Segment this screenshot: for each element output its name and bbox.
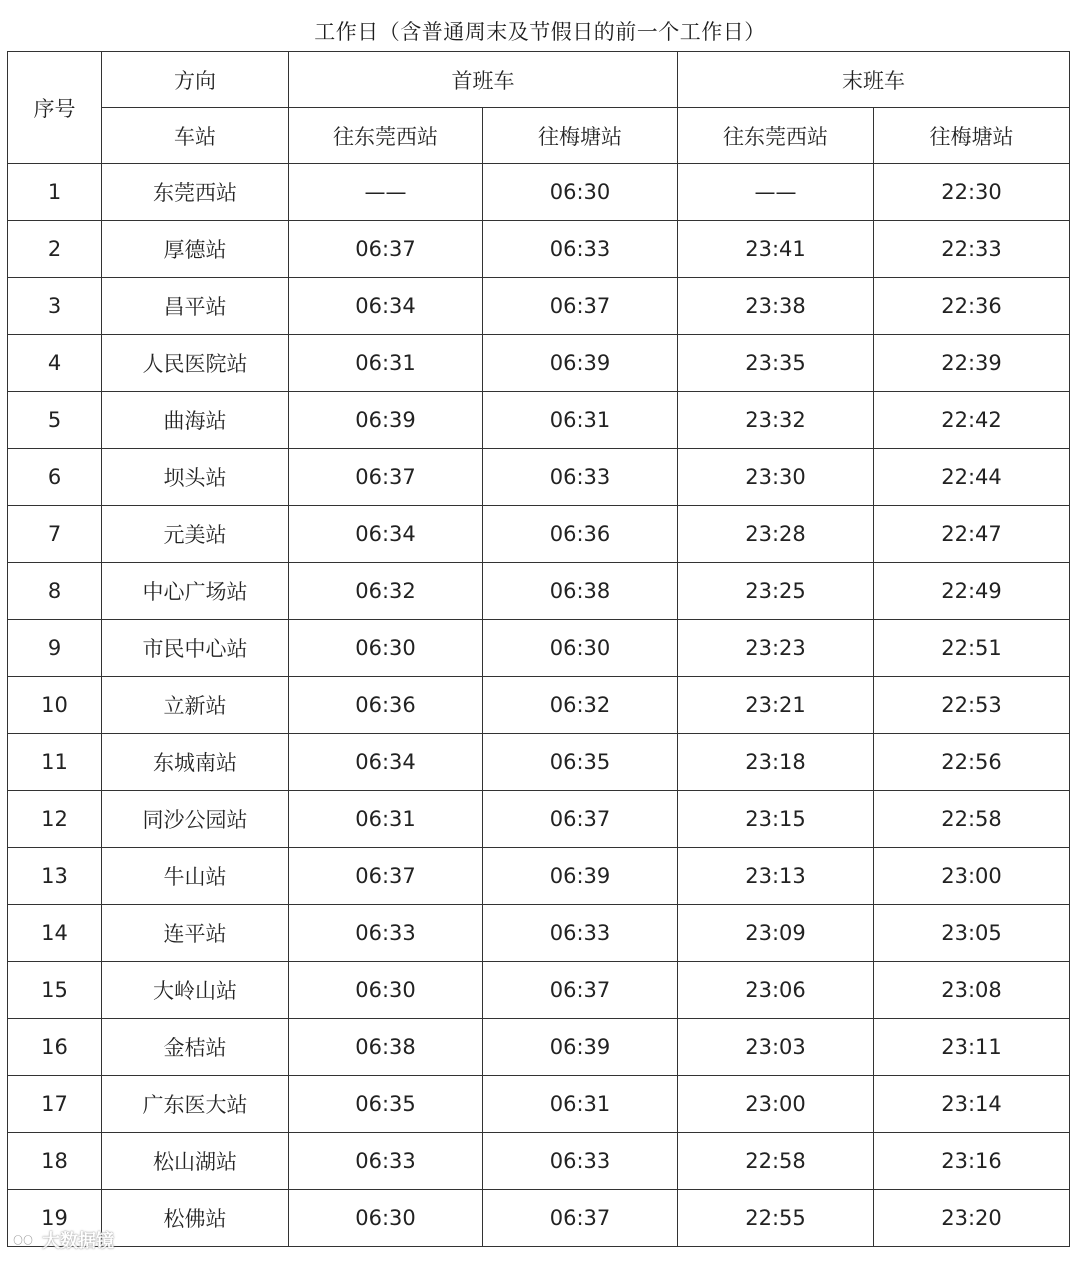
watermark [8, 1227, 114, 1253]
station-name-cell: 曲海站 [102, 392, 289, 449]
station-name-cell: 松山湖站 [102, 1133, 289, 1190]
first-to-meitang-cell: 06:31 [483, 392, 678, 449]
last-to-meitang-cell: 23:20 [874, 1190, 1070, 1247]
station-name-cell: 元美站 [102, 506, 289, 563]
table-row [8, 506, 1070, 563]
row-number-cell: 16 [8, 1019, 102, 1076]
table-row [8, 221, 1070, 278]
first-to-dongguan-west-cell: 06:33 [289, 1133, 483, 1190]
station-name-cell: 厚德站 [102, 221, 289, 278]
last-to-meitang-cell: 22:51 [874, 620, 1070, 677]
header-last-train: 末班车 [678, 52, 1070, 108]
last-to-meitang-cell: 22:44 [874, 449, 1070, 506]
row-number-cell: 9 [8, 620, 102, 677]
first-to-dongguan-west-cell: 06:33 [289, 905, 483, 962]
header-seq: 序号 [8, 52, 102, 164]
station-name-cell: 中心广场站 [102, 563, 289, 620]
first-to-dongguan-west-cell: 06:37 [289, 449, 483, 506]
station-name-cell: 坝头站 [102, 449, 289, 506]
row-number-cell: 17 [8, 1076, 102, 1133]
first-to-dongguan-west-cell: 06:30 [289, 962, 483, 1019]
first-to-dongguan-west-cell: 06:36 [289, 677, 483, 734]
first-to-meitang-cell: 06:37 [483, 791, 678, 848]
first-to-meitang-cell: 06:39 [483, 848, 678, 905]
last-to-meitang-cell: 23:05 [874, 905, 1070, 962]
last-to-dongguan-west-cell: 23:41 [678, 221, 874, 278]
table-row [8, 1076, 1070, 1133]
first-to-meitang-cell: 06:36 [483, 506, 678, 563]
table-row [8, 1133, 1070, 1190]
row-number-cell: 6 [8, 449, 102, 506]
last-to-dongguan-west-cell: 23:28 [678, 506, 874, 563]
first-to-meitang-cell: 06:30 [483, 164, 678, 221]
first-to-meitang-cell: 06:38 [483, 563, 678, 620]
last-to-meitang-cell: 22:36 [874, 278, 1070, 335]
header-row-2 [8, 108, 1070, 164]
table-row [8, 335, 1070, 392]
row-number-cell: 19 [8, 1190, 102, 1247]
row-number-cell: 2 [8, 221, 102, 278]
first-to-dongguan-west-cell: 06:31 [289, 791, 483, 848]
last-to-meitang-cell: 22:58 [874, 791, 1070, 848]
last-to-meitang-cell: 22:42 [874, 392, 1070, 449]
last-to-dongguan-west-cell: 23:25 [678, 563, 874, 620]
table-row [8, 677, 1070, 734]
last-to-dongguan-west-cell: 23:21 [678, 677, 874, 734]
last-to-dongguan-west-cell: 23:32 [678, 392, 874, 449]
last-to-dongguan-west-cell: 23:09 [678, 905, 874, 962]
first-to-dongguan-west-cell: 06:34 [289, 278, 483, 335]
row-number-cell: 4 [8, 335, 102, 392]
row-number-cell: 3 [8, 278, 102, 335]
last-to-meitang-cell: 23:14 [874, 1076, 1070, 1133]
first-to-meitang-cell: 06:33 [483, 1133, 678, 1190]
table-row [8, 563, 1070, 620]
first-to-dongguan-west-cell: 06:37 [289, 221, 483, 278]
last-to-meitang-cell: 22:56 [874, 734, 1070, 791]
station-name-cell: 大岭山站 [102, 962, 289, 1019]
last-to-meitang-cell: 22:33 [874, 221, 1070, 278]
row-number-cell: 12 [8, 791, 102, 848]
header-row-1 [8, 52, 1070, 108]
header-first-to-meitang: 往梅塘站 [483, 108, 678, 164]
timetable [7, 51, 1070, 1247]
table-row [8, 620, 1070, 677]
table-row [8, 791, 1070, 848]
last-to-meitang-cell: 23:00 [874, 848, 1070, 905]
page-bottom-edge [0, 1254, 1080, 1264]
last-to-dongguan-west-cell: 23:30 [678, 449, 874, 506]
last-to-dongguan-west-cell: 23:15 [678, 791, 874, 848]
last-to-dongguan-west-cell: 23:06 [678, 962, 874, 1019]
first-to-dongguan-west-cell: 06:30 [289, 1190, 483, 1247]
first-to-meitang-cell: 06:33 [483, 221, 678, 278]
last-to-dongguan-west-cell: —— [678, 164, 874, 221]
last-to-dongguan-west-cell: 23:18 [678, 734, 874, 791]
first-to-dongguan-west-cell: 06:32 [289, 563, 483, 620]
last-to-dongguan-west-cell: 22:55 [678, 1190, 874, 1247]
last-to-dongguan-west-cell: 23:35 [678, 335, 874, 392]
station-name-cell: 立新站 [102, 677, 289, 734]
station-name-cell: 同沙公园站 [102, 791, 289, 848]
row-number-cell: 14 [8, 905, 102, 962]
first-to-dongguan-west-cell: 06:35 [289, 1076, 483, 1133]
first-to-meitang-cell: 06:39 [483, 335, 678, 392]
first-to-meitang-cell: 06:33 [483, 449, 678, 506]
table-row [8, 848, 1070, 905]
row-number-cell: 8 [8, 563, 102, 620]
table-row [8, 449, 1070, 506]
last-to-dongguan-west-cell: 22:58 [678, 1133, 874, 1190]
table-row [8, 962, 1070, 1019]
header-last-to-dongguan-west: 往东莞西站 [678, 108, 874, 164]
row-number-cell: 5 [8, 392, 102, 449]
last-to-meitang-cell: 23:16 [874, 1133, 1070, 1190]
last-to-dongguan-west-cell: 23:03 [678, 1019, 874, 1076]
watermark-logo-icon [8, 1231, 38, 1249]
row-number-cell: 1 [8, 164, 102, 221]
first-to-meitang-cell: 06:37 [483, 962, 678, 1019]
table-row [8, 164, 1070, 221]
table-row [8, 1019, 1070, 1076]
table-row [8, 734, 1070, 791]
station-name-cell: 昌平站 [102, 278, 289, 335]
first-to-dongguan-west-cell: 06:37 [289, 848, 483, 905]
first-to-meitang-cell: 06:37 [483, 278, 678, 335]
last-to-dongguan-west-cell: 23:00 [678, 1076, 874, 1133]
last-to-meitang-cell: 22:39 [874, 335, 1070, 392]
last-to-meitang-cell: 23:08 [874, 962, 1070, 1019]
header-station: 车站 [102, 108, 289, 164]
table-row [8, 392, 1070, 449]
table-row [8, 278, 1070, 335]
last-to-meitang-cell: 22:30 [874, 164, 1070, 221]
first-to-meitang-cell: 06:30 [483, 620, 678, 677]
watermark-text: 大数据镜 [42, 1231, 114, 1252]
last-to-meitang-cell: 22:47 [874, 506, 1070, 563]
first-to-dongguan-west-cell: 06:31 [289, 335, 483, 392]
station-name-cell: 连平站 [102, 905, 289, 962]
station-name-cell: 牛山站 [102, 848, 289, 905]
first-to-meitang-cell: 06:35 [483, 734, 678, 791]
station-name-cell: 市民中心站 [102, 620, 289, 677]
station-name-cell: 松佛站 [102, 1190, 289, 1247]
header-first-train: 首班车 [289, 52, 678, 108]
header-last-to-meitang: 往梅塘站 [874, 108, 1070, 164]
first-to-meitang-cell: 06:32 [483, 677, 678, 734]
first-to-dongguan-west-cell: —— [289, 164, 483, 221]
last-to-meitang-cell: 22:53 [874, 677, 1070, 734]
last-to-meitang-cell: 23:11 [874, 1019, 1070, 1076]
row-number-cell: 10 [8, 677, 102, 734]
first-to-meitang-cell: 06:33 [483, 905, 678, 962]
first-to-meitang-cell: 06:37 [483, 1190, 678, 1247]
station-name-cell: 东城南站 [102, 734, 289, 791]
station-name-cell: 人民医院站 [102, 335, 289, 392]
first-to-dongguan-west-cell: 06:39 [289, 392, 483, 449]
first-to-meitang-cell: 06:31 [483, 1076, 678, 1133]
row-number-cell: 13 [8, 848, 102, 905]
first-to-meitang-cell: 06:39 [483, 1019, 678, 1076]
page-title: 工作日（含普通周末及节假日的前一个工作日） [314, 20, 766, 44]
table-row [8, 1190, 1070, 1247]
station-name-cell: 金桔站 [102, 1019, 289, 1076]
row-number-cell: 15 [8, 962, 102, 1019]
row-number-cell: 11 [8, 734, 102, 791]
first-to-dongguan-west-cell: 06:34 [289, 506, 483, 563]
row-number-cell: 7 [8, 506, 102, 563]
row-number-cell: 18 [8, 1133, 102, 1190]
last-to-dongguan-west-cell: 23:13 [678, 848, 874, 905]
header-first-to-dongguan-west: 往东莞西站 [289, 108, 483, 164]
first-to-dongguan-west-cell: 06:30 [289, 620, 483, 677]
last-to-dongguan-west-cell: 23:38 [678, 278, 874, 335]
last-to-dongguan-west-cell: 23:23 [678, 620, 874, 677]
station-name-cell: 东莞西站 [102, 164, 289, 221]
table-row [8, 905, 1070, 962]
first-to-dongguan-west-cell: 06:34 [289, 734, 483, 791]
first-to-dongguan-west-cell: 06:38 [289, 1019, 483, 1076]
station-name-cell: 广东医大站 [102, 1076, 289, 1133]
header-direction: 方向 [102, 52, 289, 108]
last-to-meitang-cell: 22:49 [874, 563, 1070, 620]
